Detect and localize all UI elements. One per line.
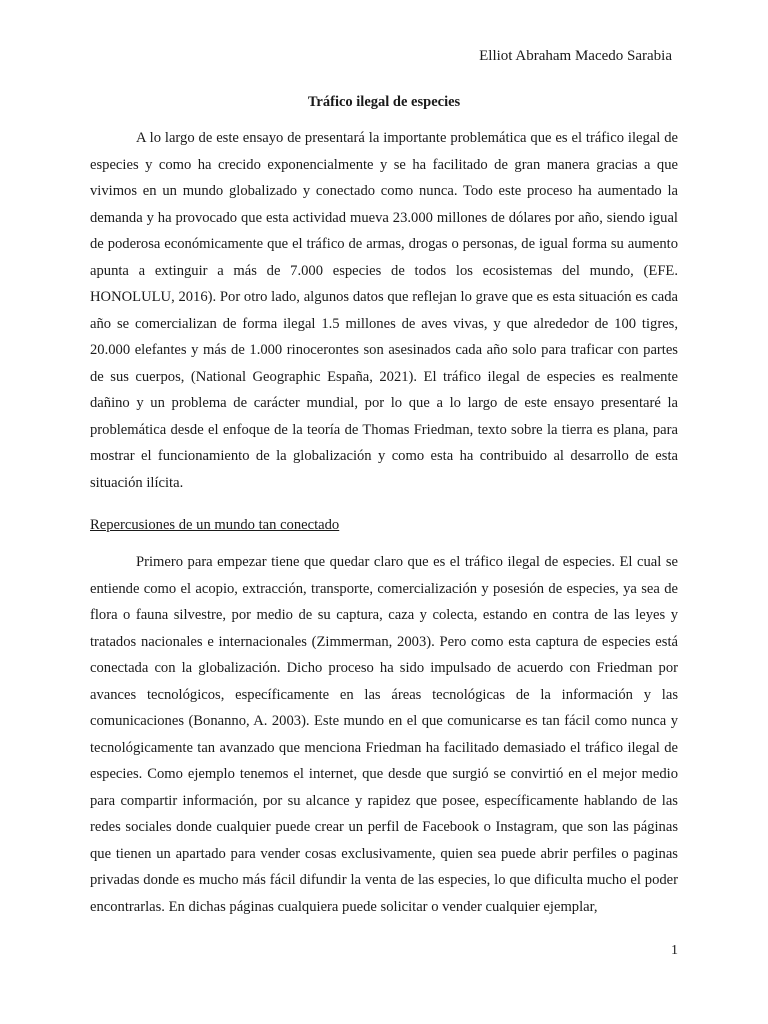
page-number: 1 [671, 943, 678, 958]
section-heading: Repercusiones de un mundo tan conectado [90, 517, 340, 533]
body-paragraph-1: A lo largo de este ensayo de presentará la importante problemática que es el tráfico ilegal de especies y como ha crecido exponencialmente y se ha facilitado de gran manera gracias a que vivimos en un mundo globalizado y conectado como nunca. Todo este proceso ha aumentado la demanda y ha provocado que esta actividad mueva 23.000 millones de dólares por año, siendo igual de poderosa económicamente que el tráfico de armas, drogas o personas, de igual forma su aumento apunta a extinguir a más de 7.000 especies de todos los ecosistemas del mundo, (EFE. HONOLULU, 2016). Por otro lado, algunos datos que reflejan lo grave que es esta situación es cada año se comercializan de forma ilegal 1.5 millones de aves vivas, y que alrededor de 100 tigres, 20.000 elefantes y más de 1.000 rinocerontes son asesinados cada año solo para traficar con partes de sus cuerpos, (National Geographic España, 2021). El tráfico ilegal de especies es realmente dañino y un problema de carácter mundial, por lo que a lo largo de este ensayo presentaré la problemática desde el enfoque de la teoría de Thomas Friedman, texto sobre la tierra es plana, para mostrar el funcionamiento de la globalización y como esta ha contribuido al desarrollo de esta situación ilícita. [90, 130, 678, 491]
document-title: Tráfico ilegal de especies [307, 94, 461, 110]
body-paragraph-2: Primero para empezar tiene que quedar claro que es el tráfico ilegal de especies. El cual se entiende como el acopio, extracción, transporte, comercialización y posesión de especies, ya sea de flora o fauna silvestre, por medio de su captura, caza y colecta, estando en contra de las leyes y tratados nacionales e internacionales (Zimmerman, 2003). Pero como esta captura de especies está conectada con la globalización. Dicho proceso ha sido impulsado de acuerdo con Friedman por avances tecnológicos, específicamente en las áreas tecnológicas de la información y las comunicaciones (Bonanno, A. 2003). Este mundo en el que comunicarse es tan fácil como nunca y tecnológicamente tan avanzado que menciona Friedman ha facilitado demasiado el tráfico ilegal de especies. Como ejemplo tenemos el internet, que desde que surgió se convirtió en el mejor medio para compartir información, por su alcance y rapidez que posee, específicamente hablando de las redes sociales donde cualquier puede crear un perfil de Facebook o Instagram, que son las páginas que tienen un apartado para vender cosas exclusivamente, quien sea puede abrir perfiles o paginas privadas donde es mucho más fácil difundir la venta de las especies, lo que dificulta mucho el poder encontrarlas. En dichas páginas cualquiera puede solicitar o vender cualquier ejemplar, [90, 554, 678, 915]
header-author: Elliot Abraham Macedo Sarabia [479, 48, 672, 64]
